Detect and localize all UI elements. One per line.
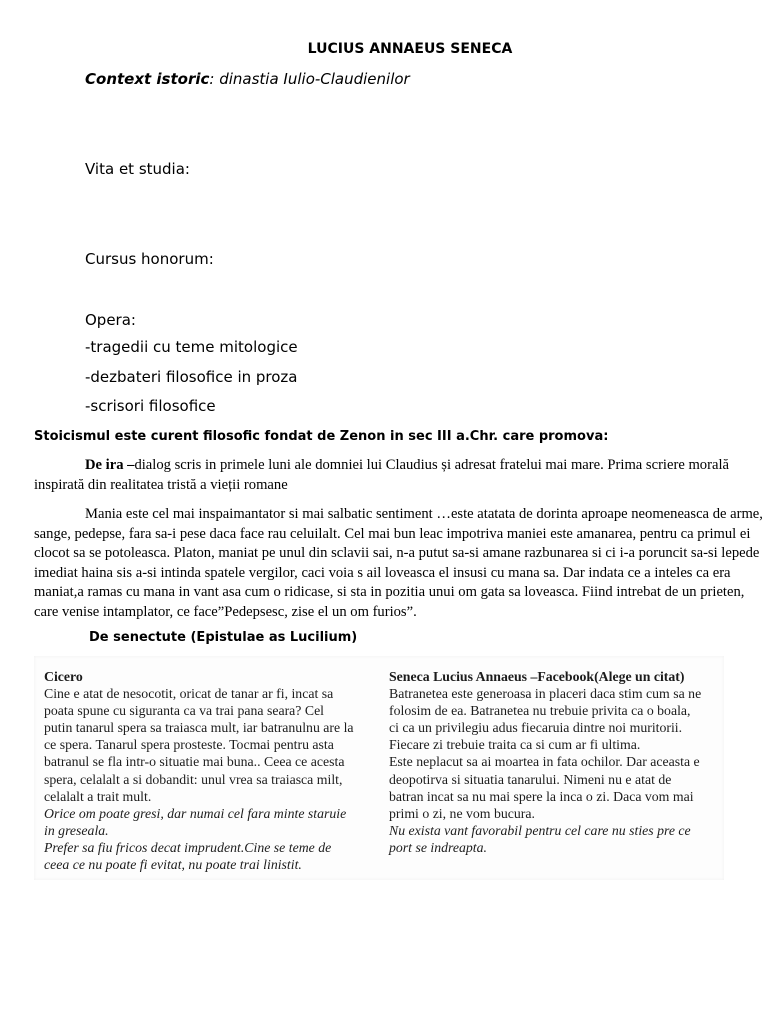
cicero-quotes-column xyxy=(44,668,369,873)
mania-paragraph xyxy=(34,505,764,622)
seneca-italic-line: Nu exista vant favorabil pentru cel care nu sties pre ce xyxy=(389,822,691,838)
seneca-line: deopotirva si situatia tanarului. Nimeni nu e atat de xyxy=(389,771,672,787)
scanned-quotes-image xyxy=(34,656,724,880)
seneca-italic-line: port se indreapta. xyxy=(389,839,487,855)
mania-text: Mania este cel mai inspaimantator si mai salbatic sentiment …este atatata de dorinta aproape neomeneasca de arme, sange, pedepse, fara sa-i pese daca face rau celuilalt. Cel mai bun leac impotriva maniei este amanarea, pentru ca primul ei clocot sa se potoleasca. Platon, maniat pe unul din sclavii sai, n-a putut sa-si amane razbunarea si ci i-a poruncit sa-si lepede imediat haina sis a-si intinda spatele vergilor, caci voia s ail loveasca el insusi cu mana sa. Dar indata ce a inteles ca era maniat,a ramas cu mana in vant asa cum o ridicase, si sta in pozitia unui om gata sa loveasca. Fiind intrebat de un prieten, care venise intamplator, ce face”Pedepsesc, zise el un om furios”. xyxy=(34,506,763,620)
opera-item-scrisori: -scrisori filosofice xyxy=(85,397,216,415)
seneca-line: Fiecare zi trebuie traita ca si cum ar fi ultima. xyxy=(389,737,641,753)
opera-item-tragedii: -tragedii cu teme mitologice xyxy=(85,338,298,356)
stoicism-statement: Stoicismul este curent filosofic fondat de Zenon in sec III a.Chr. care promova: xyxy=(34,429,609,444)
seneca-heading: Seneca Lucius Annaeus –Facebook(Alege un citat) xyxy=(389,669,685,684)
cicero-line: ce spera. Tanarul spera prosteste. Tocmai pentru asta xyxy=(44,737,334,753)
cicero-italic-line: Orice om poate gresi, dar numai cel fara minte staruie xyxy=(44,805,347,821)
seneca-line: batran incat sa nu mai spere la inca o zi. Daca vom mai xyxy=(389,788,694,804)
seneca-quotes-column xyxy=(389,668,714,856)
section-cursus-honorum: Cursus honorum: xyxy=(85,250,214,268)
historical-context xyxy=(85,70,410,88)
cicero-line: Cine e atat de nesocotit, oricat de tanar ar fi, incat sa xyxy=(44,686,334,702)
cicero-italic-line: Prefer sa fiu fricos decat imprudent.Cine se teme de xyxy=(44,839,332,855)
de-ira-label: De ira – xyxy=(85,457,135,473)
cicero-italic-line: in greseala. xyxy=(44,822,109,838)
seneca-line: primi o zi, ne vom bucura. xyxy=(389,805,535,821)
cicero-line: putin tanarul spera sa traiasca mult, iar batranulnu are la xyxy=(44,720,354,736)
cicero-italic-line: ceea ce nu poate fi evitat, nu poate trai linistit. xyxy=(44,857,302,873)
context-label: Context istoric xyxy=(85,70,210,88)
seneca-line: Batranetea este generoasa in placeri daca stim cum sa ne xyxy=(389,686,702,702)
seneca-line: ci ca un privilegiu adus fiecaruia dintre noi muritorii. xyxy=(389,720,683,736)
opera-item-dezbateri: -dezbateri filosofice in proza xyxy=(85,367,298,386)
opera-list xyxy=(85,340,298,429)
de-senectute-heading: De senectute (Epistulae as Lucilium) xyxy=(89,630,358,645)
section-opera: Opera: xyxy=(85,311,136,329)
cicero-line: spera, celalalt a si dobandit: unul vrea sa traiasca milt, xyxy=(44,771,343,787)
context-value: : dinastia Iulio-Claudienilor xyxy=(209,70,410,88)
seneca-line: folosim de ea. Batranetea nu trebuie privita ca o boala, xyxy=(389,703,691,719)
section-vita-et-studia: Vita et studia: xyxy=(85,160,190,178)
de-ira-paragraph xyxy=(34,456,764,495)
seneca-line: Este neplacut sa ai moartea in fata ochilor. Dar aceasta e xyxy=(389,754,700,770)
cicero-heading: Cicero xyxy=(44,669,83,684)
cicero-line: celalalt a trait mult. xyxy=(44,788,152,804)
document-title: LUCIUS ANNAEUS SENECA xyxy=(307,41,513,57)
de-ira-text: dialog scris in primele luni ale domniei lui Claudius și adresat fratelui mai mare. Prima scriere morală inspirată din realitatea tristă a vieții romane xyxy=(34,457,729,493)
cicero-line: batranul se fla intr-o situatie mai buna.. Ceea ce acesta xyxy=(44,754,345,770)
cicero-line: poata spune cu siguranta ca va trai pana seara? Cel xyxy=(44,703,325,719)
